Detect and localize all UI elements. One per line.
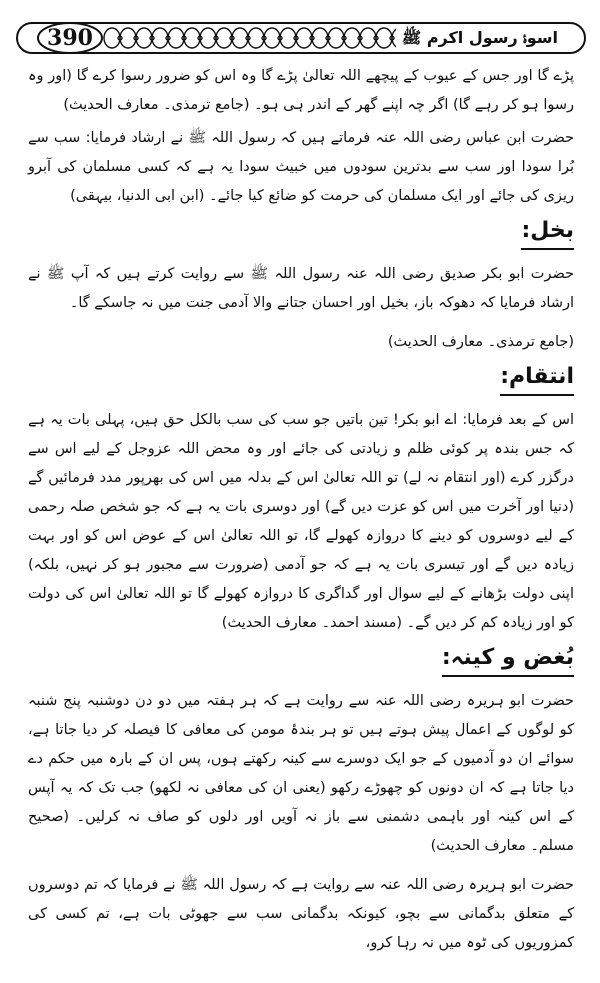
paragraph-3: حضرت ابو بکر صدیق رضی اللہ عنہ رسول اللہ ﷺ سے روایت کرتے ہیں کہ آپ ﷺ نے ارشاد فرمایا کہ دھوکہ باز، بخیل اور احسان جتانے والا آدمی جنت میں نہ جاسکے گا۔	[28, 266, 574, 311]
paragraph-4: اس کے بعد فرمایا: اے ابو بکر! تین باتیں جو سب کی سب بالکل حق ہیں، پہلی بات یہ ہے کہ جس بندہ پر کوئی ظلم و زیادتی کی جائے اور وہ محض اللہ عزوجل کے لیے اس سے درگزر کرے (اور انتقام نہ لے) تو اللہ تعالیٰ اس کے بدلہ میں اس کی بھرپور مدد فرمائیں گے (دنیا اور آخرت میں اس کو عزت دیں گے) اور دوسری بات یہ ہے کہ جو شخص صلہ رحمی کے لیے دوسروں کو دینے کا دروازہ کھولے گا، تو اللہ تعالیٰ اس کے عوض اس کو اور بہت زیادہ دیں گے اور تیسری بات یہ ہے کہ جو آدمی (ضرورت سے مجبور ہو کر نہیں، بلکہ) اپنی دولت بڑھانے کے لیے سوال اور گداگری کا دروازہ کھولے گا تو اللہ تعالیٰ اس کی دولت کو اور زیادہ کم کر دیں گے۔ (مسند احمد۔ معارف الحدیث)	[28, 412, 574, 631]
running-title: اسوۂ رسول اکرم ﷺ	[396, 25, 564, 51]
page-number: 390	[47, 25, 93, 51]
paragraph-1: پڑے گا اور جس کے عیوب کے پیچھے اللہ تعالیٰ پڑے گا وہ اس کو ضرور رسوا کرے گا (اور وہ رسوا ہو کر رہے گا) اگر چہ اپنے گھر کے اندر ہی ہو۔ (جامع ترمذی۔ معارف الحدیث)	[28, 68, 574, 113]
paragraph-6: حضرت ابو ہریرہ رضی اللہ عنہ سے روایت ہے کہ رسول اللہ ﷺ نے فرمایا کہ تم دوسروں کے متعلق بدگمانی سے بچو، کیونکہ بدگمانی سب سے جھوٹی بات ہے، تم کسی کی کمزوریوں کی ٹوہ میں نہ رہا کرو،	[28, 877, 574, 951]
section-heading-bukhl	[28, 215, 574, 250]
reference-line: (جامع ترمذی۔ معارف الحدیث)	[387, 334, 574, 350]
section-heading-bughz	[28, 642, 574, 677]
page-header	[16, 20, 586, 56]
heading-label: بخل:	[521, 215, 574, 250]
page-body	[28, 62, 574, 958]
heading-label: انتقام:	[500, 361, 574, 396]
paragraph-5: حضرت ابو ہریرہ رضی اللہ عنہ سے روایت ہے کہ ہر ہفتہ میں دو دن دوشنبہ پنج شنبہ کو لوگوں کے اعمال پیش ہوتے ہیں تو ہر بندۂ مومن کی معافی کا فیصلہ کر دیا جاتا ہے، سوائے ان دو آدمیوں کے جو ایک دوسرے سے کینہ رکھتے ہوں، پس ان کے بارہ میں حکم دے دیا جاتا ہے کہ ان دونوں کو چھوڑے رکھو (یعنی ان کی معافی نہ لکھو) جب تک کہ یہ آپس کے اس کینہ اور باہمی دشمنی سے باز نہ آویں اور دلوں کو صاف نہ کرلیں۔ (صحیح مسلم۔ معارف الحدیث)	[28, 693, 574, 854]
section-heading-intiqam	[28, 361, 574, 396]
paragraph-2: حضرت ابن عباس رضی اللہ عنہ فرماتے ہیں کہ رسول اللہ ﷺ نے ارشاد فرمایا: سب سے بُرا سودا اور سب سے بدترین سودوں میں خبیث سودا یہ ہے کہ کسی مسلمان کی آبرو ریزی کی جائے اور ایک مسلمان کی حرمت کو ضائع کیا جائے۔ (ابن ابی الدنیا، بیہقی)	[28, 130, 574, 204]
heading-label: بُغض و کینہ:	[442, 642, 574, 677]
